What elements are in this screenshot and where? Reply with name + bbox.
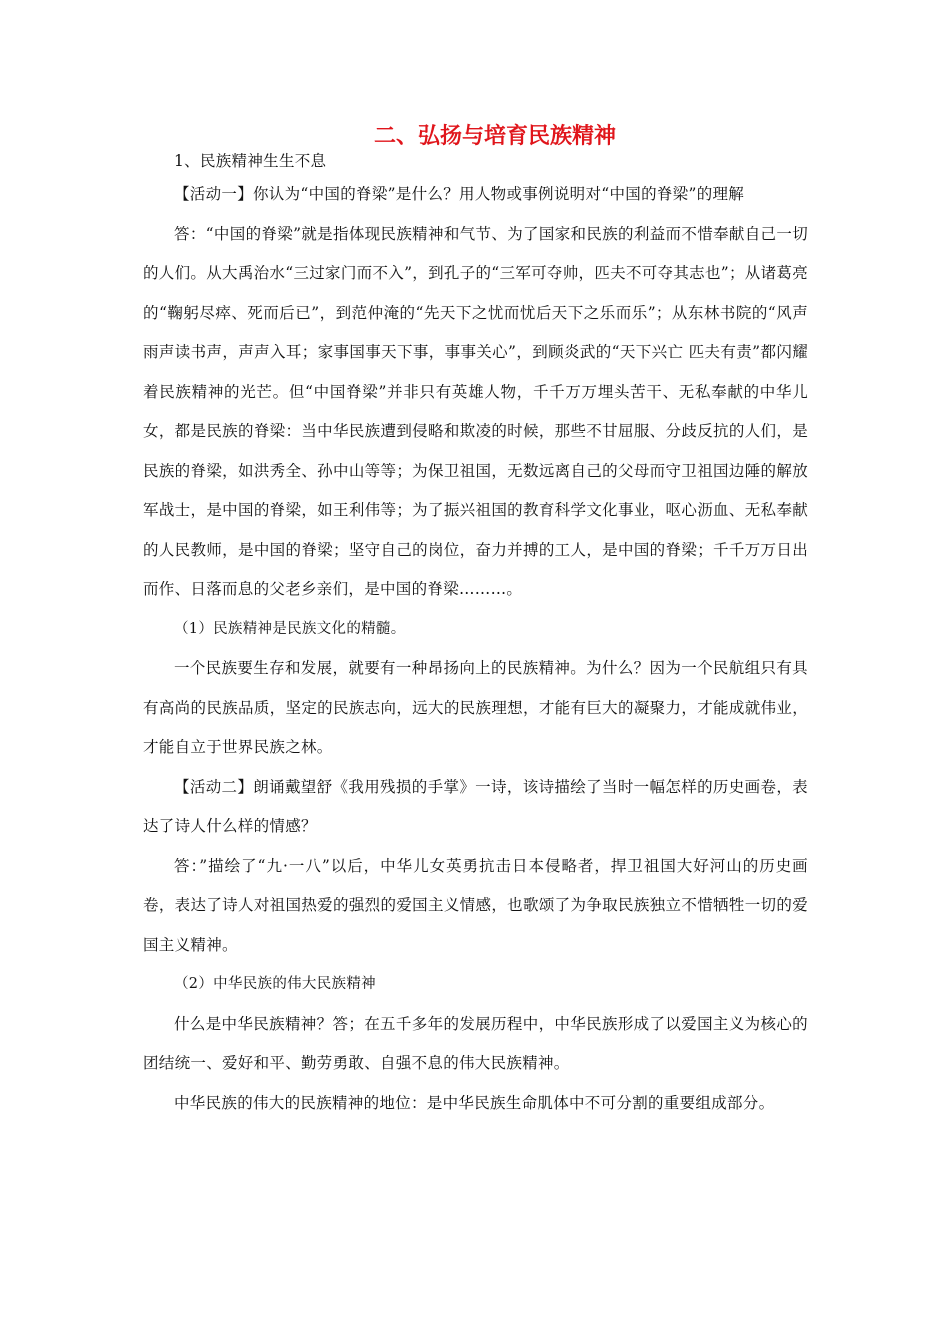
- document-title: 二、弘扬与培育民族精神: [373, 124, 616, 149]
- activity-one-answer: 答：“中国的脊梁”就是指体现民族精神和气节、为了国家和民族的利益而不惜奉献自己一切的人们。从大禹治水“三过家门而不入”，到孔子的“三军可夺帅，匹夫不可夺其志也”；从诸葛亮的“鞠躬尽瘁、死而后已”，到范仲淹的“先天下之忧而忧后天下之乐而乐”；从东林书院的“风声雨声读书声，声声入耳；家事国事天下事，事事关心”，到顾炎武的“天下兴亡 匹夫有责”都闪耀着民族精神的光芒。但“中国脊梁”并非只有英雄人物，千千万万埋头苦干、无私奉献的中华儿女，都是民族的脊梁：当中华民族遭到侵略和欺凌的时候，那些不甘屈服、分歧反抗的人们，是民族的脊梁，如洪秀全、孙中山等等；为保卫祖国，无数远离自己的父母而守卫祖国边陲的解放军战士，是中国的脊梁，如王利伟等；为了振兴祖国的教育科学文化事业，呕心沥血、无私奉献的人民教师，是中国的脊梁；坚守自己的岗位，奋力并搏的工人，是中国的脊梁；千千万万日出而作、日落而息的父老乡亲们，是中国的脊梁………。: [143, 224, 808, 598]
- section-heading: 1、民族精神生生不息: [174, 152, 327, 170]
- point-one-heading: （1）民族精神是民族文化的精髓。: [174, 620, 406, 637]
- point-two-status: 中华民族的伟大的民族精神的地位：是中华民族生命肌体中不可分割的重要组成部分。: [174, 1093, 775, 1112]
- point-two-heading: （2）中华民族的伟大民族精神: [174, 976, 376, 992]
- activity-one-question: 【活动一】你认为“中国的脊梁”是什么？用人物或事例说明对“中国的脊梁”的理解: [174, 185, 745, 203]
- document-body: [143, 147, 808, 1123]
- activity-two-question: 【活动二】朗诵戴望舒《我用残损的手掌》一诗，该诗描绘了当时一幅怎样的历史画卷，表达了诗人什么样的情感？: [143, 777, 808, 835]
- point-two-question-answer: 什么是中华民族精神？答；在五千多年的发展历程中，中华民族形成了以爱国主义为核心的团结统一、爱好和平、勤劳勇敢、自强不息的伟大民族精神。: [143, 1014, 808, 1072]
- point-one-text: 一个民族要生存和发展，就要有一种昂扬向上的民族精神。为什么？因为一个民航组只有具有高尚的民族品质，坚定的民族志向，远大的民族理想，才能有巨大的凝聚力，才能成就伟业，才能自立于世界民族之林。: [143, 659, 808, 756]
- activity-two-answer: 答：”描绘了“九·一八”以后，中华儿女英勇抗击日本侵略者，捍卫祖国大好河山的历史画卷，表达了诗人对祖国热爱的强烈的爱国主义情感，也歌颂了为争取民族独立不惜牺牲一切的爱国主义精神。: [143, 856, 808, 954]
